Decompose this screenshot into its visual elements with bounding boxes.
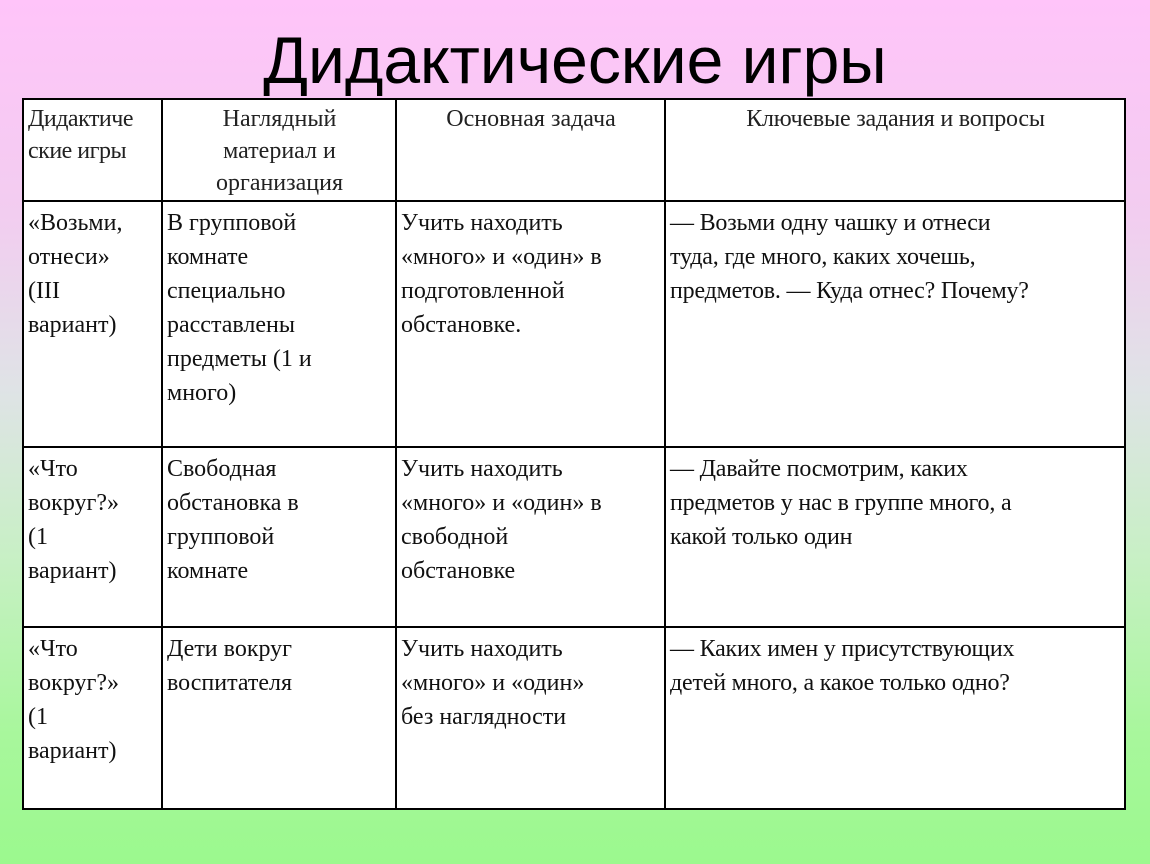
cell-questions: — Давайте посмотрим, каких предметов у нас в группе много, а какой только один <box>665 447 1125 627</box>
cell-material: Дети вокруг воспитателя <box>162 627 396 809</box>
cell-questions: — Возьми одну чашку и отнеси туда, где много, каких хочешь, предметов. — Куда отнес? Почему? <box>665 201 1125 447</box>
cell-task: Учить находить «много» и «один» без наглядности <box>396 627 665 809</box>
cell-questions: — Каких имен у присутствующих детей много, а какое только одно? <box>665 627 1125 809</box>
cell-game: «Возьми, отнеси» (III вариант) <box>23 201 162 447</box>
table-header-row <box>23 99 1125 201</box>
didactic-games-table <box>22 98 1126 810</box>
slide-title: Дидактические игры <box>263 23 887 97</box>
cell-game: «Что вокруг?» (1 вариант) <box>23 627 162 809</box>
header-cell-games: Дидактиче ские игры <box>23 99 162 201</box>
header-cell-questions: Ключевые задания и вопросы <box>665 99 1125 201</box>
cell-task: Учить находить «много» и «один» в подготовленной обстановке. <box>396 201 665 447</box>
table-row <box>23 627 1125 809</box>
table-row <box>23 201 1125 447</box>
cell-material: В групповой комнате специально расставлены предметы (1 и много) <box>162 201 396 447</box>
header-cell-task: Основная задача <box>396 99 665 201</box>
header-cell-material: Наглядный материал и организация <box>162 99 396 201</box>
cell-task: Учить находить «много» и «один» в свободной обстановке <box>396 447 665 627</box>
table-row <box>23 447 1125 627</box>
cell-game: «Что вокруг?» (1 вариант) <box>23 447 162 627</box>
cell-material: Свободная обстановка в групповой комнате <box>162 447 396 627</box>
